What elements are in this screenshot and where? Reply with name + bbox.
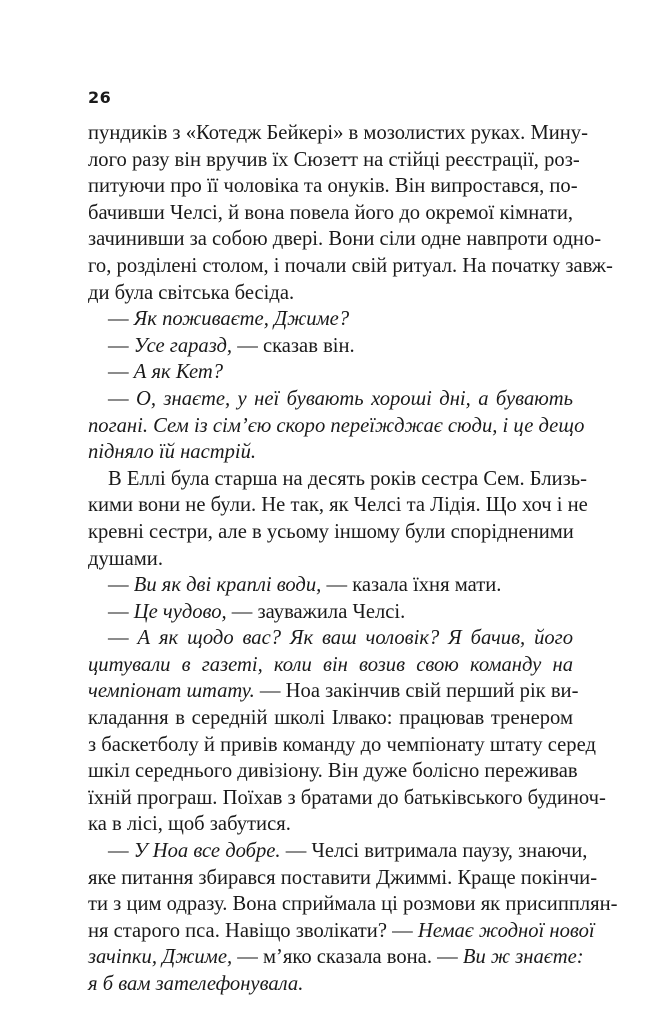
text-segment: яке питання збирався поставити Джиммі. Краще покінчи- — [88, 866, 598, 889]
text-segment: душами. — [88, 547, 163, 570]
text-segment: — Ноа закінчив свій перший рік ви- — [254, 680, 579, 703]
text-line — [88, 253, 613, 280]
text-segment: лого разу він вручив їх Сюзетт на стійці реєстрації, роз- — [88, 148, 580, 171]
text-line — [88, 705, 573, 732]
text-line — [88, 971, 573, 998]
italic-text-segment: погані. Сем із сім’єю скоро переїжджає сюди, і це дещо — [88, 414, 585, 437]
text-line — [88, 785, 606, 812]
italic-text-segment: У Ноа все добре. — [133, 840, 281, 863]
italic-text-segment: я б вам зателефонувала. — [88, 973, 304, 995]
text-line — [88, 333, 573, 360]
text-segment: — казала їхня мати. — [321, 574, 502, 597]
text-segment: — — [108, 574, 134, 597]
text-line — [88, 838, 588, 865]
text-line — [88, 226, 602, 253]
text-segment: питуючи про її чоловіка та онуків. Він випростався, по- — [88, 175, 578, 198]
text-segment: ка в лісі, щоб забутися. — [88, 813, 291, 836]
text-line — [88, 466, 588, 493]
body-text — [88, 120, 618, 998]
text-segment: — — [108, 387, 137, 410]
text-segment: — м’яко сказала вона. — — [232, 946, 463, 969]
text-line — [88, 147, 580, 174]
text-line — [88, 678, 579, 705]
text-segment: пундиків з «Котедж Бейкері» в мозолистих руках. Мину- — [88, 122, 588, 144]
italic-text-segment: цитували в газеті, коли він возив свою команду на — [88, 653, 573, 676]
text-segment: їхній програш. Поїхав з братами до батьківського будиноч- — [88, 786, 606, 809]
italic-text-segment: чемпіонат штату. — [88, 680, 255, 703]
text-line — [88, 280, 573, 307]
italic-text-segment: Як поживаєте, Джиме? — [133, 308, 350, 331]
text-segment: — Челсі витримала паузу, знаючи, — [280, 840, 588, 863]
italic-text-segment: А як щодо вас? Як ваш чоловік? Я бачив, його — [137, 627, 574, 650]
text-line — [88, 625, 573, 652]
italic-text-segment: Ви як дві краплі води, — [133, 574, 322, 597]
text-segment: з баскетболу й привів команду до чемпіонату штату серед — [88, 733, 596, 756]
italic-text-segment: А як Кет? — [133, 361, 224, 384]
text-segment: — — [108, 600, 134, 623]
text-line — [88, 758, 578, 785]
text-segment: ти з цим одразу. Вона сприймала ці розмови як присипплян- — [88, 893, 618, 916]
text-line — [88, 492, 588, 519]
italic-text-segment: Немає жодної нової — [417, 919, 595, 942]
text-segment: — — [108, 334, 134, 357]
italic-text-segment: Усе гаразд, — [133, 334, 233, 357]
text-line — [88, 306, 573, 333]
text-segment: — — [108, 627, 138, 650]
text-line — [88, 865, 598, 892]
text-segment: — — [108, 361, 134, 384]
text-line — [88, 439, 573, 466]
text-line — [88, 652, 573, 679]
text-line — [88, 120, 588, 147]
text-segment: кими вони не були. Не так, як Челсі та Лідія. Що хоч і не — [88, 494, 588, 517]
text-line — [88, 811, 573, 838]
text-segment: ня старого пса. Навіщо зволікати? — — [88, 919, 418, 942]
text-line — [88, 599, 573, 626]
text-segment: зачинивши за собою двері. Вони сіли одне навпроти одно- — [88, 228, 602, 251]
text-line — [88, 519, 573, 546]
text-segment: кладання в середній школі Ілвако: працював тренером — [88, 707, 573, 730]
page-number: 26 — [88, 88, 112, 107]
italic-text-segment: підняло їй настрій. — [88, 441, 257, 464]
text-segment: бачивши Челсі, й вона повела його до окремої кімнати, — [88, 201, 573, 224]
italic-text-segment: О, знаєте, у неї бувають хороші дні, а бувають — [136, 387, 573, 410]
text-segment: кревні сестри, але в усьому іншому були спорідненими — [88, 520, 574, 543]
text-segment: — — [108, 308, 134, 331]
text-line — [88, 944, 584, 971]
text-segment: — сказав він. — [232, 334, 355, 357]
italic-text-segment: зачіпки, Джиме, — [88, 946, 233, 969]
text-line — [88, 918, 595, 945]
text-line — [88, 359, 573, 386]
text-segment: шкіл середнього дивізіону. Він дуже болісно переживав — [88, 760, 578, 783]
text-line — [88, 200, 573, 227]
italic-text-segment: Це чудово, — [133, 600, 227, 623]
text-line — [88, 173, 578, 200]
text-segment: — — [108, 840, 134, 863]
text-line — [88, 546, 573, 573]
text-segment: — зауважила Челсі. — [226, 600, 406, 623]
text-segment: В Еллі була старша на десять років сестра Сем. Близь- — [108, 467, 588, 490]
text-segment: го, розділені столом, і почали свій ритуал. На початку завж- — [88, 254, 613, 277]
text-line — [88, 413, 585, 440]
italic-text-segment: Ви ж знаєте: — [462, 946, 584, 969]
text-line — [88, 732, 596, 759]
text-line — [88, 386, 573, 413]
text-line — [88, 891, 618, 918]
text-segment: ди була світська бесіда. — [88, 281, 295, 304]
text-line — [88, 572, 573, 599]
